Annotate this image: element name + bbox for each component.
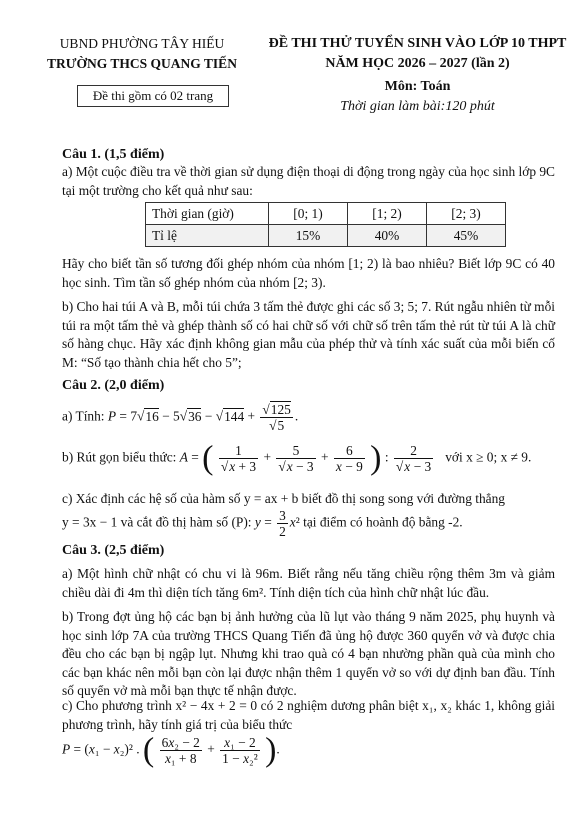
q2-b-condition: với x ≥ 0; x ≠ 9. — [445, 449, 532, 465]
q1-a-text: a) Một cuộc điều tra về thời gian sử dụng điện thoại di động trong ngày của học sinh lớp 9C tại một trường cho kết quả như sau: — [62, 164, 555, 198]
table-row — [146, 225, 506, 247]
q1-table — [145, 202, 506, 247]
q2-c-text1: c) Xác định các hệ số của hàm số y = ax + b biết đồ thị song song với đường thẳng — [62, 491, 505, 506]
table-row — [146, 203, 506, 225]
q1-b-text: b) Cho hai túi A và B, mỗi túi chứa 3 tấm thẻ được ghi các số 3; 5; 7. Rút ngẫu nhiên từ mỗi túi ra một tấm thẻ và ghép thành số có hai chữ số với chữ số trên tấm thẻ rút từ túi A là chữ số hàng chục. Hãy xác định không gian mẫu của phép thử và tính xác suất của mỗi biến cố M: “Số tạo thành chia hết cho 5”; — [62, 299, 556, 370]
q1-a-question: Hãy cho biết tần số tương đối ghép nhóm của nhóm [1; 2) là bao nhiêu? Biết lớp 9C có 40 học sinh. Tìm tần số ghép nhóm của nhóm [2; 3). — [62, 256, 555, 290]
q2-c-line2: y = 3x − 1 và cắt đồ thị hàm số (P): y = $\frac{3}{2}$ x² tại điểm có hoành độ bằng -2. — [62, 508, 463, 539]
q2-a-fraction: $\frac{√125}{√5}$ — [262, 402, 291, 433]
school-name: TRƯỜNG THCS QUANG TIẾN — [47, 56, 237, 71]
q2-b-label: b) Rút gọn biểu thức: — [62, 449, 177, 465]
q3-a-text: a) Một hình chữ nhật có chu vi là 96m. Biết rằng nếu tăng chiều rộng thêm 3m và giảm chiều dài đi 4m thì diện tích tăng 6m². Tính diện tích của hình chữ nhật lúc đầu. — [62, 566, 555, 600]
table-cell: [1; 2) — [348, 203, 427, 225]
authority-name: UBND PHƯỜNG TÂY HIẾU — [59, 36, 225, 51]
table-cell: Thời gian (giờ) — [146, 203, 269, 225]
q2-c-text2a: y = 3x − 1 và cắt đồ thị hàm số (P): — [62, 514, 252, 530]
table-cell: 45% — [427, 225, 506, 247]
q3-title: Câu 3. (2,5 điểm) — [62, 543, 165, 558]
exam-title: ĐỀ THI THỬ TUYỂN SINH VÀO LỚP 10 THPT — [268, 36, 567, 51]
table-cell: Tỉ lệ — [146, 225, 269, 247]
school-year: NĂM HỌC 2026 – 2027 (lần 2) — [325, 56, 510, 71]
q2-c-text2b: tại điểm có hoành độ bằng -2. — [303, 514, 463, 530]
table-cell: 15% — [269, 225, 348, 247]
q2-a-formula: P — [107, 408, 117, 424]
q3-c-formula: P = (x₁ − x₂)² . ( $\frac{\text{6x₂ − 2}}{\text{x₁ + 8}}$ + $\frac{\text{x₁ − 2}}{\text{1 − x₂²}}$ ). — [62, 731, 280, 769]
table-cell: [0; 1) — [269, 203, 348, 225]
q2-b-formula: A — [179, 449, 188, 465]
time-allowed: Thời gian làm bài:120 phút — [340, 99, 495, 114]
q2-title: Câu 2. (2,0 điểm) — [62, 378, 165, 393]
table-cell: [2; 3) — [427, 203, 506, 225]
pages-note: Đề thi gồm có 02 trang — [77, 85, 229, 107]
q2-a-label: a) Tính: — [62, 408, 105, 424]
table-cell: 40% — [348, 225, 427, 247]
q3-c-text: c) Cho phương trình x² − 4x + 2 = 0 có 2 nghiệm dương phân biệt x₁, x₂ khác 1, không giải phương trình, hãy tính giá trị của biểu thức — [62, 698, 555, 732]
subject: Môn: Toán — [384, 79, 451, 94]
q3-b-text: b) Trong đợt ủng hộ các bạn bị ảnh hưởng của lũ lụt vào tháng 9 năm 2025, phụ huynh và học sinh lớp 7A của trường THCS Quang Tiến đã ủng hộ được 360 quyển vở và được chia đều cho các bạn bị ngập lụt. Nhưng khi trao quà có 4 bạn nhường phần quà của mình cho các bạn khác nên mỗi bạn còn lại được nhận thêm 1 quyển vở so với dự định ban đầu. Tính số quyển vở mà mỗi bạn thực tế nhận được. — [62, 609, 555, 698]
q2-b-line: b) Rút gọn biểu thức: A = ( $\frac{1}{√x + 3}$ + $\frac{5}{√x - 3}$ + $\frac{6}{x - 9}$ ) : $\frac{2}{√x - 3}$ với x ≥ 0; x ≠ 9. — [62, 439, 532, 477]
q1-title: Câu 1. (1,5 điểm) — [62, 147, 165, 162]
q2-a-line: a) Tính: P = 7√16 − 5√36 − √144 + $\frac{√125}{√5}$ . — [62, 402, 299, 433]
